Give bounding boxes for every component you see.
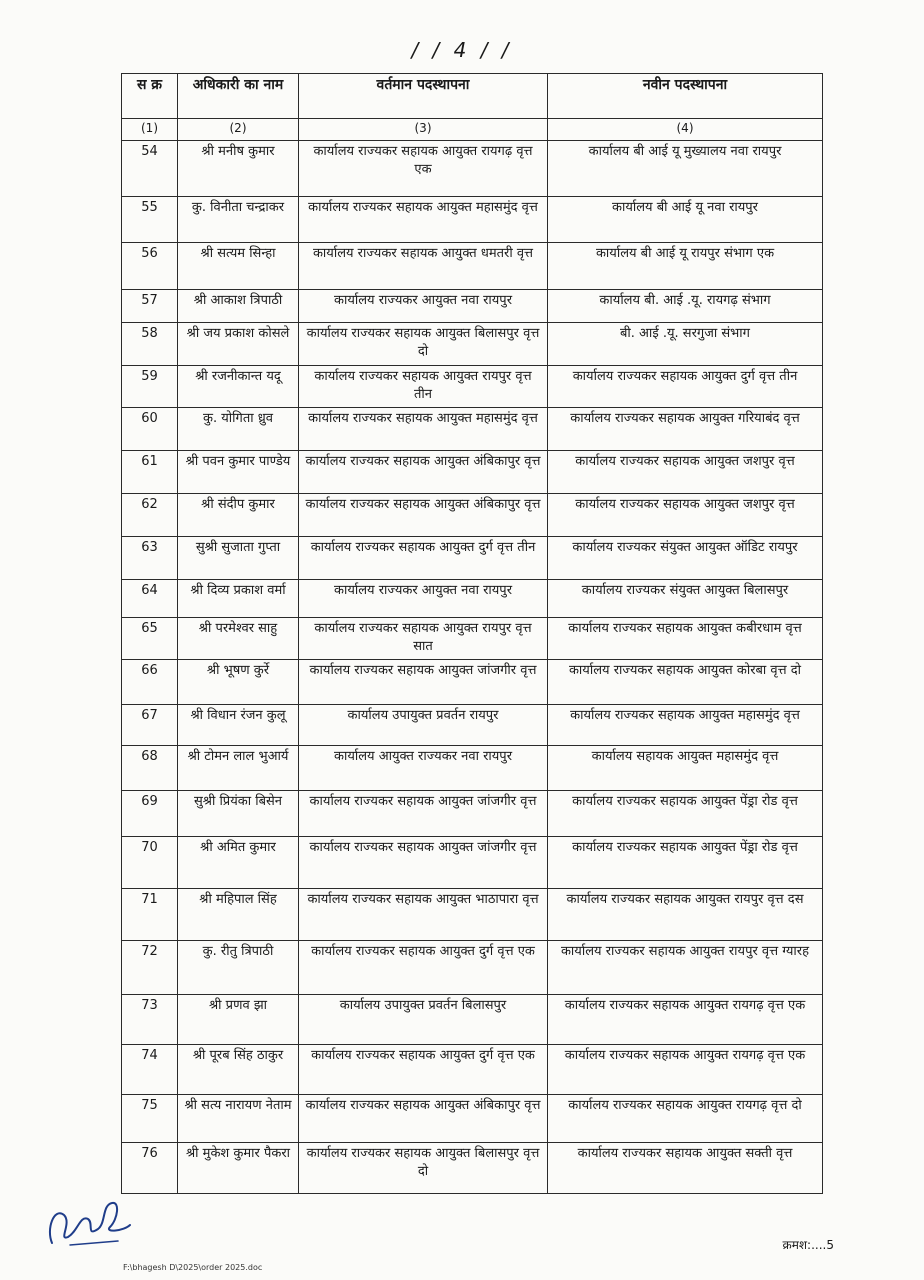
- current-posting-cell: कार्यालय राज्यकर सहायक आयुक्त दुर्ग वृत्त एक: [299, 941, 548, 995]
- officer-name-cell: श्री पवन कुमार पाण्डेय: [178, 451, 299, 494]
- serial-number-cell: 61: [122, 451, 178, 494]
- header-current-posting: वर्तमान पदस्थापना: [299, 74, 548, 119]
- new-posting-cell: कार्यालय राज्यकर सहायक आयुक्त सक्ती वृत्त: [548, 1143, 823, 1194]
- table-row: [122, 705, 823, 746]
- new-posting-cell: कार्यालय राज्यकर संयुक्त आयुक्त बिलासपुर: [548, 580, 823, 618]
- officer-name-cell: कु. रीतु त्रिपाठी: [178, 941, 299, 995]
- current-posting-cell: कार्यालय राज्यकर सहायक आयुक्त जांजगीर वृत्त: [299, 837, 548, 889]
- header-new-posting: नवीन पदस्थापना: [548, 74, 823, 119]
- officer-name-cell: श्री प्रणव झा: [178, 995, 299, 1045]
- index-cell: (3): [299, 119, 548, 141]
- officer-name-cell: सुश्री प्रियंका बिसेन: [178, 791, 299, 837]
- new-posting-cell: बी. आई .यू. सरगुजा संभाग: [548, 323, 823, 366]
- table-row: [122, 197, 823, 243]
- current-posting-cell: कार्यालय आयुक्त राज्यकर नवा रायपुर: [299, 746, 548, 791]
- transfer-table: [121, 73, 823, 1194]
- header-sno: स क्र: [122, 74, 178, 119]
- serial-number-cell: 67: [122, 705, 178, 746]
- table-row: [122, 366, 823, 408]
- new-posting-cell: कार्यालय राज्यकर सहायक आयुक्त गरियाबंद वृत्त: [548, 408, 823, 451]
- serial-number-cell: 69: [122, 791, 178, 837]
- current-posting-cell: कार्यालय राज्यकर सहायक आयुक्त अंबिकापुर वृत्त: [299, 451, 548, 494]
- serial-number-cell: 76: [122, 1143, 178, 1194]
- table-row: [122, 243, 823, 290]
- serial-number-cell: 64: [122, 580, 178, 618]
- officer-name-cell: श्री सत्य नारायण नेताम: [178, 1095, 299, 1143]
- serial-number-cell: 59: [122, 366, 178, 408]
- new-posting-cell: कार्यालय राज्यकर सहायक आयुक्त कबीरधाम वृत्त: [548, 618, 823, 660]
- serial-number-cell: 60: [122, 408, 178, 451]
- serial-number-cell: 73: [122, 995, 178, 1045]
- current-posting-cell: कार्यालय उपायुक्त प्रवर्तन बिलासपुर: [299, 995, 548, 1045]
- officer-name-cell: श्री महिपाल सिंह: [178, 889, 299, 941]
- current-posting-cell: कार्यालय राज्यकर सहायक आयुक्त भाठापारा वृत्त: [299, 889, 548, 941]
- officer-name-cell: श्री मुकेश कुमार पैकरा: [178, 1143, 299, 1194]
- new-posting-cell: कार्यालय राज्यकर सहायक आयुक्त रायगढ़ वृत्त दो: [548, 1095, 823, 1143]
- current-posting-cell: कार्यालय राज्यकर सहायक आयुक्त जांजगीर वृत्त: [299, 660, 548, 705]
- index-cell: (2): [178, 119, 299, 141]
- serial-number-cell: 72: [122, 941, 178, 995]
- new-posting-cell: कार्यालय राज्यकर सहायक आयुक्त महासमुंद वृत्त: [548, 705, 823, 746]
- serial-number-cell: 63: [122, 537, 178, 580]
- officer-name-cell: श्री जय प्रकाश कोसले: [178, 323, 299, 366]
- new-posting-cell: कार्यालय राज्यकर सहायक आयुक्त रायपुर वृत्त ग्यारह: [548, 941, 823, 995]
- new-posting-cell: कार्यालय बी. आई .यू. रायगढ़ संभाग: [548, 290, 823, 323]
- new-posting-cell: कार्यालय राज्यकर सहायक आयुक्त दुर्ग वृत्त तीन: [548, 366, 823, 408]
- current-posting-cell: कार्यालय राज्यकर सहायक आयुक्त महासमुंद वृत्त: [299, 197, 548, 243]
- serial-number-cell: 54: [122, 141, 178, 197]
- new-posting-cell: कार्यालय राज्यकर सहायक आयुक्त रायपुर वृत्त दस: [548, 889, 823, 941]
- serial-number-cell: 58: [122, 323, 178, 366]
- index-cell: (1): [122, 119, 178, 141]
- page-number: / / 4 / /: [411, 38, 513, 62]
- table-row: [122, 141, 823, 197]
- current-posting-cell: कार्यालय राज्यकर आयुक्त नवा रायपुर: [299, 290, 548, 323]
- new-posting-cell: कार्यालय बी आई यू रायपुर संभाग एक: [548, 243, 823, 290]
- new-posting-cell: कार्यालय राज्यकर सहायक आयुक्त जशपुर वृत्त: [548, 494, 823, 537]
- table-row: [122, 494, 823, 537]
- table-row: [122, 1143, 823, 1194]
- new-posting-cell: कार्यालय राज्यकर सहायक आयुक्त जशपुर वृत्त: [548, 451, 823, 494]
- serial-number-cell: 70: [122, 837, 178, 889]
- officer-name-cell: श्री दिव्य प्रकाश वर्मा: [178, 580, 299, 618]
- new-posting-cell: कार्यालय बी आई यू नवा रायपुर: [548, 197, 823, 243]
- new-posting-cell: कार्यालय राज्यकर सहायक आयुक्त रायगढ़ वृत्त एक: [548, 995, 823, 1045]
- table-row: [122, 1045, 823, 1095]
- officer-name-cell: श्री अमित कुमार: [178, 837, 299, 889]
- serial-number-cell: 65: [122, 618, 178, 660]
- current-posting-cell: कार्यालय राज्यकर सहायक आयुक्त बिलासपुर वृत्त दो: [299, 1143, 548, 1194]
- serial-number-cell: 62: [122, 494, 178, 537]
- current-posting-cell: कार्यालय राज्यकर आयुक्त नवा रायपुर: [299, 580, 548, 618]
- new-posting-cell: कार्यालय सहायक आयुक्त महासमुंद वृत्त: [548, 746, 823, 791]
- officer-name-cell: श्री परमेश्वर साहु: [178, 618, 299, 660]
- table-row: [122, 580, 823, 618]
- serial-number-cell: 75: [122, 1095, 178, 1143]
- serial-number-cell: 74: [122, 1045, 178, 1095]
- officer-name-cell: श्री रजनीकान्त यदू: [178, 366, 299, 408]
- table-row: [122, 941, 823, 995]
- table-row: [122, 791, 823, 837]
- continued-note: क्रमश:....5: [782, 1238, 834, 1252]
- new-posting-cell: कार्यालय राज्यकर सहायक आयुक्त पेंड्रा रोड वृत्त: [548, 837, 823, 889]
- new-posting-cell: कार्यालय राज्यकर सहायक आयुक्त पेंड्रा रोड वृत्त: [548, 791, 823, 837]
- current-posting-cell: कार्यालय राज्यकर सहायक आयुक्त दुर्ग वृत्त एक: [299, 1045, 548, 1095]
- officer-name-cell: कु. योगिता ध्रुव: [178, 408, 299, 451]
- current-posting-cell: कार्यालय राज्यकर सहायक आयुक्त महासमुंद वृत्त: [299, 408, 548, 451]
- current-posting-cell: कार्यालय राज्यकर सहायक आयुक्त बिलासपुर वृत्त दो: [299, 323, 548, 366]
- header-row: [122, 74, 823, 119]
- serial-number-cell: 68: [122, 746, 178, 791]
- new-posting-cell: कार्यालय राज्यकर संयुक्त आयुक्त ऑडिट रायपुर: [548, 537, 823, 580]
- table-row: [122, 323, 823, 366]
- current-posting-cell: कार्यालय उपायुक्त प्रवर्तन रायपुर: [299, 705, 548, 746]
- table-row: [122, 1095, 823, 1143]
- current-posting-cell: कार्यालय राज्यकर सहायक आयुक्त अंबिकापुर वृत्त: [299, 1095, 548, 1143]
- serial-number-cell: 66: [122, 660, 178, 705]
- table-row: [122, 746, 823, 791]
- officer-name-cell: श्री भूषण कुर्रे: [178, 660, 299, 705]
- table-row: [122, 408, 823, 451]
- officer-name-cell: श्री टोमन लाल भुआर्य: [178, 746, 299, 791]
- table-row: [122, 660, 823, 705]
- current-posting-cell: कार्यालय राज्यकर सहायक आयुक्त धमतरी वृत्त: [299, 243, 548, 290]
- officer-name-cell: कु. विनीता चन्द्राकर: [178, 197, 299, 243]
- table-row: [122, 995, 823, 1045]
- header-officer-name: अधिकारी का नाम: [178, 74, 299, 119]
- file-path: F:\bhagesh D\2025\order 2025.doc: [123, 1263, 263, 1272]
- current-posting-cell: कार्यालय राज्यकर सहायक आयुक्त रायपुर वृत्त तीन: [299, 366, 548, 408]
- table-row: [122, 451, 823, 494]
- serial-number-cell: 57: [122, 290, 178, 323]
- officer-name-cell: श्री पूरब सिंह ठाकुर: [178, 1045, 299, 1095]
- column-index-row: [122, 119, 823, 141]
- serial-number-cell: 71: [122, 889, 178, 941]
- current-posting-cell: कार्यालय राज्यकर सहायक आयुक्त रायपुर वृत्त सात: [299, 618, 548, 660]
- table-row: [122, 889, 823, 941]
- current-posting-cell: कार्यालय राज्यकर सहायक आयुक्त दुर्ग वृत्त तीन: [299, 537, 548, 580]
- officer-name-cell: श्री विधान रंजन कुलू: [178, 705, 299, 746]
- officer-name-cell: श्री संदीप कुमार: [178, 494, 299, 537]
- table-row: [122, 290, 823, 323]
- new-posting-cell: कार्यालय राज्यकर सहायक आयुक्त रायगढ़ वृत्त एक: [548, 1045, 823, 1095]
- officer-name-cell: श्री सत्यम सिन्हा: [178, 243, 299, 290]
- table-row: [122, 537, 823, 580]
- current-posting-cell: कार्यालय राज्यकर सहायक आयुक्त जांजगीर वृत्त: [299, 791, 548, 837]
- officer-name-cell: श्री मनीष कुमार: [178, 141, 299, 197]
- serial-number-cell: 56: [122, 243, 178, 290]
- current-posting-cell: कार्यालय राज्यकर सहायक आयुक्त अंबिकापुर वृत्त: [299, 494, 548, 537]
- new-posting-cell: कार्यालय बी आई यू मुख्यालय नवा रायपुर: [548, 141, 823, 197]
- officer-name-cell: श्री आकाश त्रिपाठी: [178, 290, 299, 323]
- officer-name-cell: सुश्री सुजाता गुप्ता: [178, 537, 299, 580]
- index-cell: (4): [548, 119, 823, 141]
- table-row: [122, 837, 823, 889]
- serial-number-cell: 55: [122, 197, 178, 243]
- new-posting-cell: कार्यालय राज्यकर सहायक आयुक्त कोरबा वृत्त दो: [548, 660, 823, 705]
- signature: [40, 1185, 135, 1255]
- table-row: [122, 618, 823, 660]
- current-posting-cell: कार्यालय राज्यकर सहायक आयुक्त रायगढ़ वृत्त एक: [299, 141, 548, 197]
